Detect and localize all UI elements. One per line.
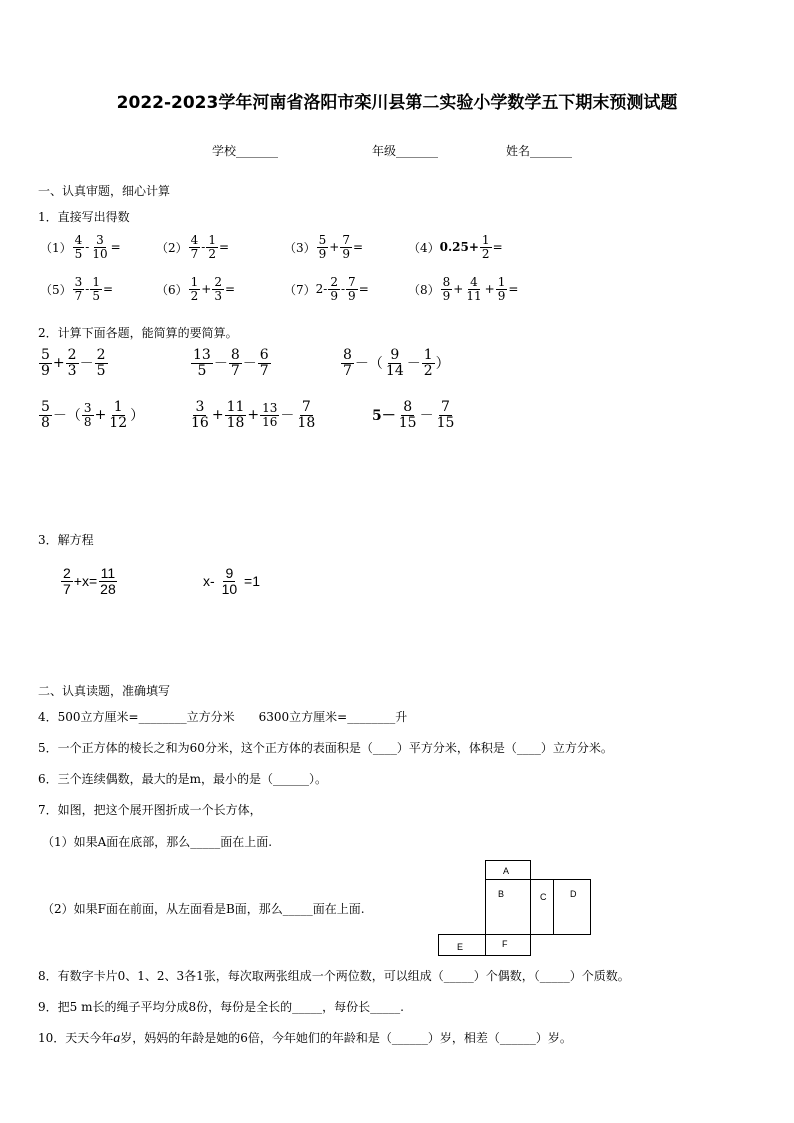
q1-label: 1．直接写出得数 <box>38 210 130 224</box>
fraction: $\frac{8}{9}$ <box>442 275 451 303</box>
q5: 5．一个正方体的棱长之和为60分米，这个正方体的表面积是（____）平方分米，体积是（____）立方分米。 <box>38 741 613 755</box>
net-face-e: E <box>438 934 486 956</box>
operator: + <box>453 282 464 297</box>
equation-1: $\frac{2}{7}$ +x= $\frac{11}{28}$ <box>63 565 116 597</box>
net-face-d: D <box>553 879 591 935</box>
section2-heading: 二、认真读题，准确填写 <box>38 684 171 698</box>
q7-label: 7．如图，把这个展开图折成一个长方体， <box>38 803 262 817</box>
fraction: $\frac{4}{11}$ <box>466 275 482 303</box>
equals: = <box>352 240 364 255</box>
q2-expression-6: 5－ $\frac{8}{15}$ － $\frac{7}{15}$ <box>372 399 455 431</box>
q10-prefix: 10．天天今年 <box>38 1031 114 1045</box>
operator: - <box>85 282 90 297</box>
q7-part-2: （2）如果F面在前面，从左面看是B面，那么_____面在上面. <box>42 902 365 916</box>
q1-item-3 <box>284 234 363 260</box>
grade-field <box>372 142 438 159</box>
prefix: 2- <box>315 282 328 297</box>
name-label: 姓名 <box>506 144 531 158</box>
q10-suffix: 岁，妈妈的年龄是她的6倍，今年她们的年龄和是（______）岁，相差（______）岁。 <box>120 1031 572 1045</box>
item-number: （2） <box>156 240 188 255</box>
fraction: $\frac{4}{7}$ <box>190 233 199 261</box>
item-number: （4） <box>408 240 440 255</box>
q4: 4．500立方厘米=________立方分米 6300立方厘米=________升 <box>38 710 408 724</box>
name-blank: _______ <box>530 144 573 158</box>
fraction: $\frac{1}{2}$ <box>481 233 490 261</box>
fraction: $\frac{4}{5}$ <box>74 233 83 261</box>
q2-expression-1: $\frac{5}{9}$ + $\frac{2}{3}$ － $\frac{2}{5}$ <box>41 347 106 379</box>
q2-label: 2．计算下面各题，能简算的要简算。 <box>38 326 238 340</box>
name-field <box>506 142 572 159</box>
fraction: $\frac{7}{9}$ <box>348 275 356 303</box>
fraction: $\frac{1}{9}$ <box>497 275 506 303</box>
net-face-f: F <box>485 934 531 956</box>
equals: = <box>102 282 114 297</box>
fraction: $\frac{3}{7}$ <box>74 275 83 303</box>
q2-expression-2: $\frac{13}{5}$ － $\frac{8}{7}$ － $\frac{6}{7}$ <box>193 347 269 379</box>
q1-item-5 <box>40 276 113 302</box>
q2-expression-5: $\frac{3}{16}$ + $\frac{11}{18}$ + $\frac{13}{16}$ － $\frac{7}{18}$ <box>191 399 316 431</box>
q3-label: 3．解方程 <box>38 533 94 547</box>
q6: 6．三个连续偶数，最大的是m，最小的是（______）。 <box>38 772 328 786</box>
net-face-a: A <box>485 860 531 880</box>
fraction: $\frac{1}{2}$ <box>208 233 216 261</box>
q7-part-1: （1）如果A面在底部，那么_____面在上面. <box>42 835 273 849</box>
grade-blank: _______ <box>396 144 439 158</box>
operator: + <box>329 240 340 255</box>
item-number: （1） <box>40 240 72 255</box>
q1-item-1 <box>40 234 121 260</box>
item-number: （7） <box>284 282 316 297</box>
equals: = <box>508 282 519 297</box>
item-number: （5） <box>40 282 72 297</box>
operator: - <box>85 240 90 255</box>
equation-2: x- $\frac{9}{10}$ =1 <box>203 565 260 597</box>
equals: = <box>110 240 121 255</box>
item-number: （3） <box>284 240 316 255</box>
equals: = <box>224 282 236 297</box>
q10 <box>38 1029 572 1047</box>
item-number: （8） <box>408 282 440 297</box>
fraction: $\frac{7}{9}$ <box>342 233 350 261</box>
prefix: 0.25+ <box>439 240 479 255</box>
q1-item-6 <box>156 276 235 302</box>
equals: = <box>218 240 230 255</box>
net-face-b: B <box>485 879 531 935</box>
school-label: 学校 <box>212 144 237 158</box>
q1-item-2 <box>156 234 229 260</box>
equals: = <box>492 240 503 255</box>
operator: + <box>201 282 212 297</box>
q2-expression-4: $\frac{5}{8}$ －（ $\frac{3}{8}$ + $\frac{1}{12}$ ） <box>41 399 145 431</box>
q2-expression-3: $\frac{8}{7}$ －（ $\frac{9}{14}$ － $\frac{1}{2}$ ） <box>343 347 450 379</box>
school-blank: _______ <box>236 144 279 158</box>
q9: 9．把5 m长的绳子平均分成8份，每份是全长的_____，每份长_____. <box>38 1000 404 1014</box>
operator: - <box>340 282 346 297</box>
item-number: （6） <box>156 282 188 297</box>
equals: = <box>358 282 369 297</box>
q1-item-4 <box>408 234 503 260</box>
variable-a: a <box>113 1031 121 1046</box>
q1-item-7 <box>284 276 369 302</box>
operator: + <box>484 282 495 297</box>
net-face-c: C <box>530 879 554 935</box>
page-title: 2022-2023学年河南省洛阳市栾川县第二实验小学数学五下期末预测试题 <box>116 93 678 113</box>
q8: 8．有数字卡片0、1、2、3各1张，每次取两张组成一个两位数，可以组成（_____）个偶数，（_____）个质数。 <box>38 969 630 983</box>
school-field <box>212 142 278 159</box>
fraction: $\frac{2}{9}$ <box>330 275 338 303</box>
fraction: $\frac{5}{9}$ <box>318 233 327 261</box>
fraction: $\frac{2}{3}$ <box>214 275 222 303</box>
operator: - <box>201 240 206 255</box>
fraction: $\frac{1}{5}$ <box>92 275 100 303</box>
grade-label: 年级 <box>372 144 397 158</box>
fraction: $\frac{1}{2}$ <box>190 275 199 303</box>
q1-item-8 <box>408 276 518 302</box>
fraction: $\frac{3}{10}$ <box>92 233 108 261</box>
section1-heading: 一、认真审题，细心计算 <box>38 184 171 198</box>
